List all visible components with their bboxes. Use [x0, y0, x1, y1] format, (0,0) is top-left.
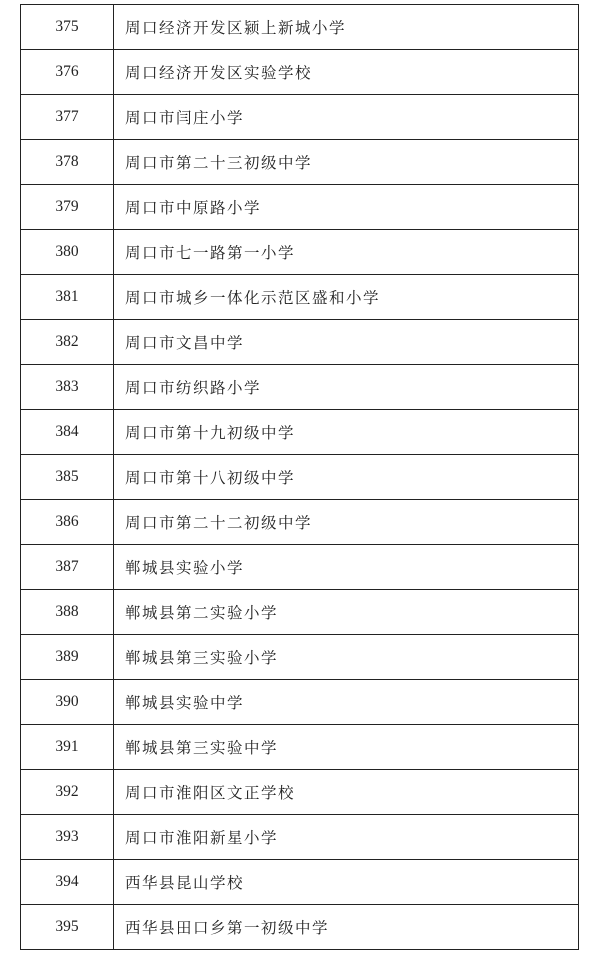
- row-number: 393: [21, 815, 114, 860]
- row-number: 381: [21, 275, 114, 320]
- row-number: 378: [21, 140, 114, 185]
- school-name: 周口市中原路小学: [114, 185, 579, 230]
- row-number: 376: [21, 50, 114, 95]
- school-name: 周口市七一路第一小学: [114, 230, 579, 275]
- table-row: [21, 680, 579, 725]
- row-number: 375: [21, 5, 114, 50]
- school-name: 周口市第二十二初级中学: [114, 500, 579, 545]
- school-name: 周口市第二十三初级中学: [114, 140, 579, 185]
- table-row: [21, 140, 579, 185]
- school-name: 周口市纺织路小学: [114, 365, 579, 410]
- school-name: 周口市城乡一体化示范区盛和小学: [114, 275, 579, 320]
- school-name: 周口经济开发区颍上新城小学: [114, 5, 579, 50]
- table-row: [21, 50, 579, 95]
- row-number: 380: [21, 230, 114, 275]
- school-list-sheet: [20, 4, 580, 950]
- table-row: [21, 635, 579, 680]
- table-row: [21, 725, 579, 770]
- table-row: [21, 545, 579, 590]
- table-row: [21, 365, 579, 410]
- row-number: 392: [21, 770, 114, 815]
- table-row: [21, 95, 579, 140]
- row-number: 388: [21, 590, 114, 635]
- school-name: 郸城县第三实验小学: [114, 635, 579, 680]
- school-name: 周口经济开发区实验学校: [114, 50, 579, 95]
- school-name: 郸城县实验小学: [114, 545, 579, 590]
- school-name: 周口市文昌中学: [114, 320, 579, 365]
- table-row: [21, 905, 579, 950]
- row-number: 391: [21, 725, 114, 770]
- row-number: 390: [21, 680, 114, 725]
- table-row: [21, 590, 579, 635]
- table-row: [21, 275, 579, 320]
- table-row: [21, 185, 579, 230]
- table-row: [21, 500, 579, 545]
- row-number: 386: [21, 500, 114, 545]
- table-row: [21, 770, 579, 815]
- row-number: 385: [21, 455, 114, 500]
- table-row: [21, 5, 579, 50]
- row-number: 389: [21, 635, 114, 680]
- row-number: 395: [21, 905, 114, 950]
- school-list-table: [20, 4, 579, 950]
- school-name: 郸城县第二实验小学: [114, 590, 579, 635]
- school-name: 西华县田口乡第一初级中学: [114, 905, 579, 950]
- table-row: [21, 860, 579, 905]
- school-name: 郸城县第三实验中学: [114, 725, 579, 770]
- row-number: 377: [21, 95, 114, 140]
- row-number: 384: [21, 410, 114, 455]
- school-name: 周口市第十九初级中学: [114, 410, 579, 455]
- row-number: 382: [21, 320, 114, 365]
- row-number: 383: [21, 365, 114, 410]
- table-row: [21, 230, 579, 275]
- school-name: 西华县昆山学校: [114, 860, 579, 905]
- row-number: 387: [21, 545, 114, 590]
- row-number: 394: [21, 860, 114, 905]
- table-row: [21, 455, 579, 500]
- school-name: 郸城县实验中学: [114, 680, 579, 725]
- table-row: [21, 815, 579, 860]
- table-row: [21, 320, 579, 365]
- table-row: [21, 410, 579, 455]
- school-name: 周口市淮阳区文正学校: [114, 770, 579, 815]
- school-name: 周口市淮阳新星小学: [114, 815, 579, 860]
- school-name: 周口市第十八初级中学: [114, 455, 579, 500]
- school-name: 周口市闫庄小学: [114, 95, 579, 140]
- row-number: 379: [21, 185, 114, 230]
